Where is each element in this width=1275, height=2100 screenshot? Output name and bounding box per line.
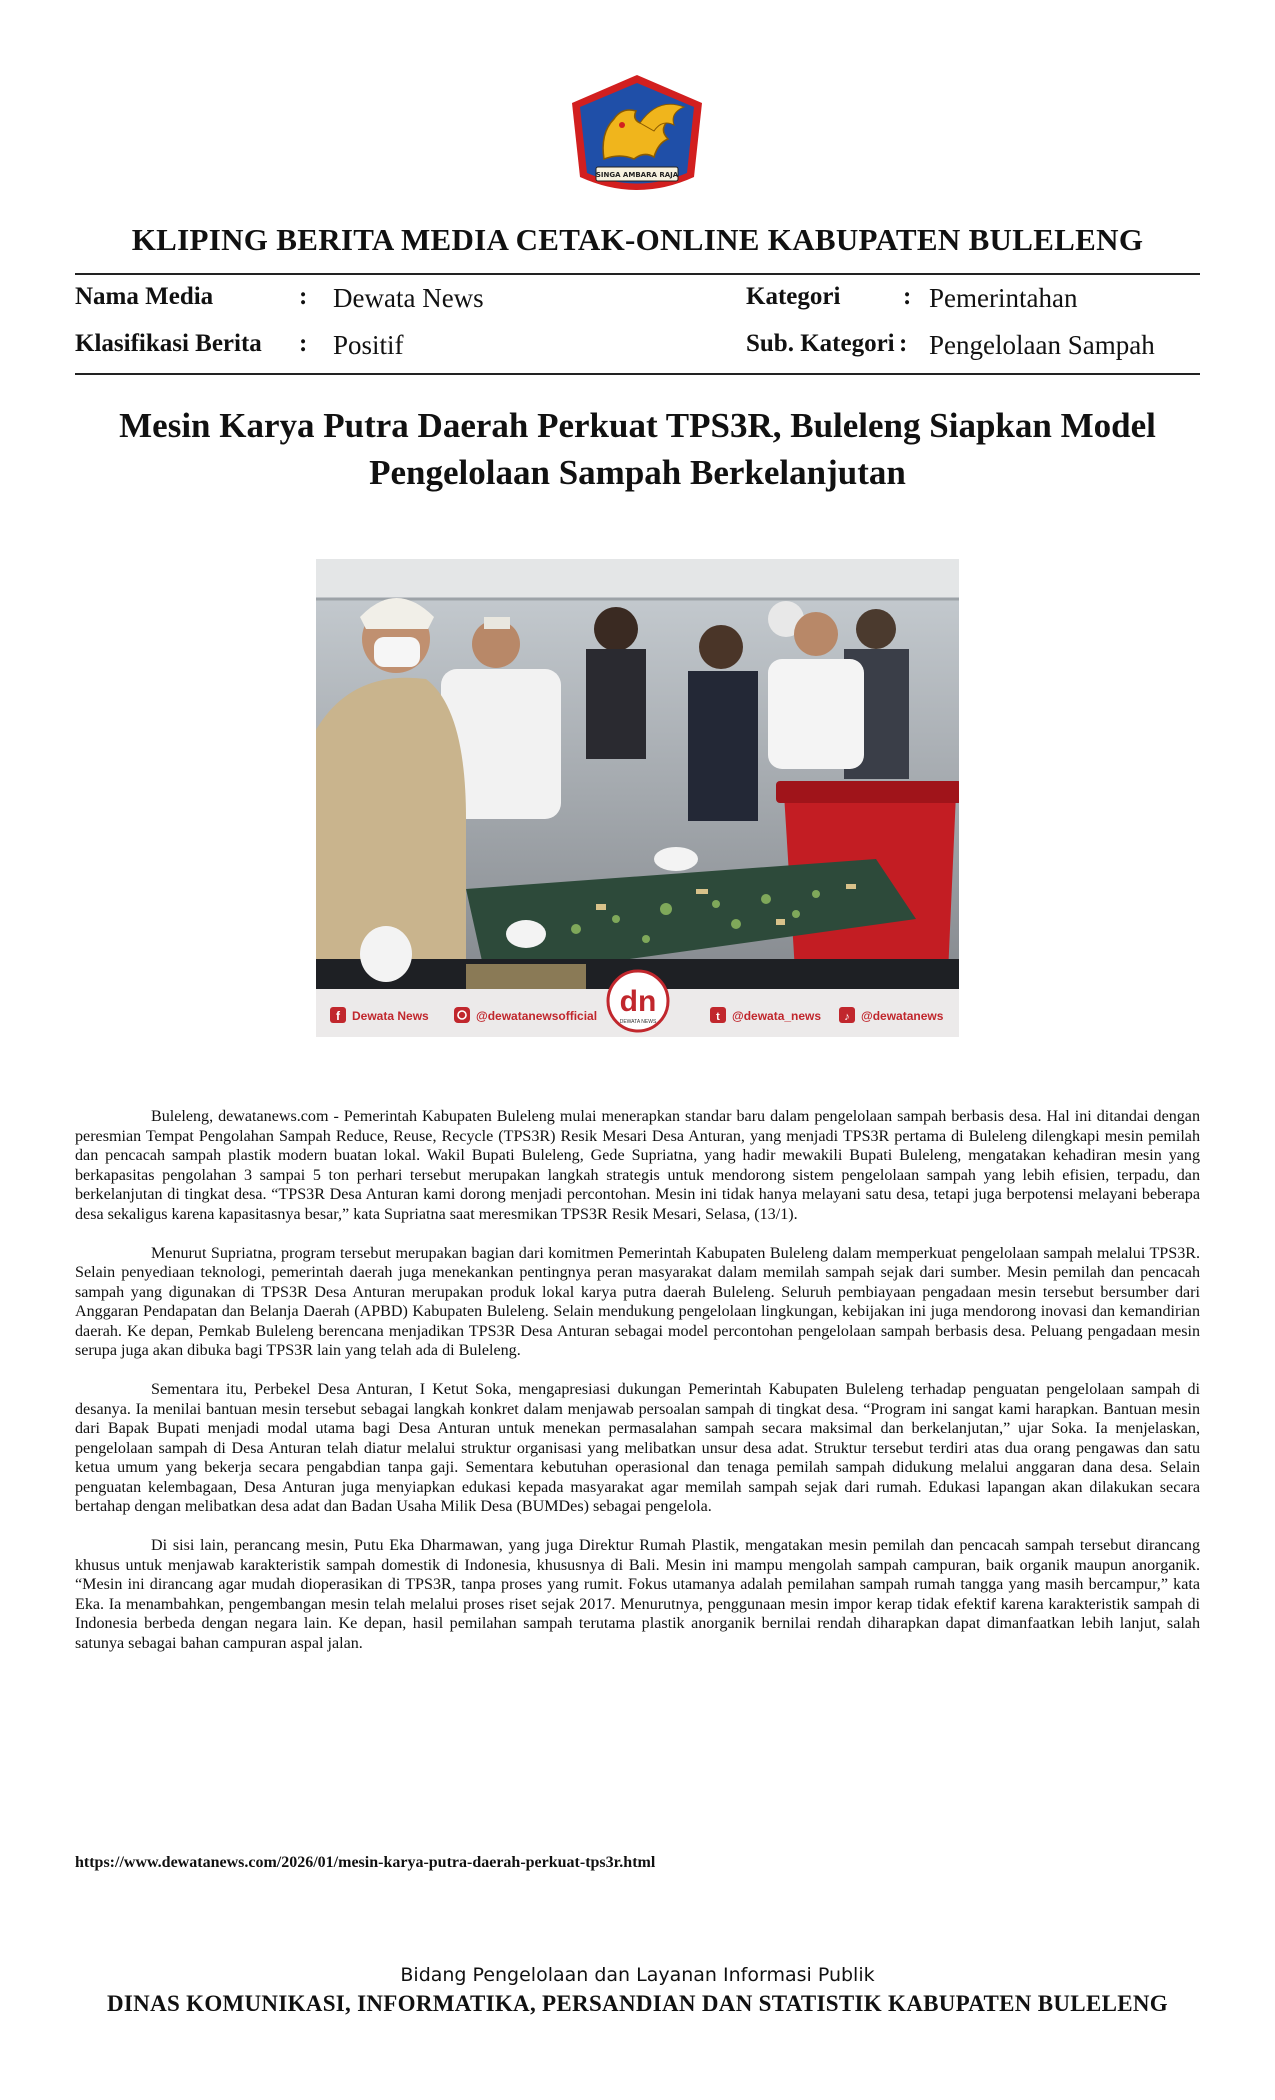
watermark-logo: dn [619, 985, 657, 1018]
footer-division: Bidang Pengelolaan dan Layanan Informasi Publik [400, 1964, 875, 1986]
subcategory-label: Sub. Kategori [746, 330, 895, 357]
media-separator: : [299, 283, 308, 310]
svg-text:♪: ♪ [844, 1011, 850, 1023]
instagram-icon [454, 1007, 470, 1023]
category-label: Kategori [746, 283, 841, 310]
footer-agency: DINAS KOMUNIKASI, INFORMATIKA, PERSANDIAN DAN STATISTIK KABUPATEN BULELENG [107, 1991, 1168, 2016]
headline-line-1: Mesin Karya Putra Daerah Perkuat TPS3R, Buleleng Siapkan Model [119, 406, 1156, 445]
article-photo [316, 559, 959, 1037]
tiktok-icon [839, 1007, 855, 1023]
singa-ambara-raja-emblem-icon [562, 73, 712, 201]
header-divider-top [75, 273, 1200, 275]
header-divider-bottom [75, 373, 1200, 375]
svg-text:f: f [336, 1009, 340, 1023]
watermark-subtext: DEWATA NEWS [619, 1019, 657, 1025]
category-value: Pemerintahan [929, 283, 1078, 313]
article-paragraph: Di sisi lain, perancang mesin, Putu Eka Dharmawan, yang juga Direktur Rumah Plastik, mengatakan mesin pemilah dan pencacah sampah tersebut dirancang khusus untuk menjawab karakteristik sampah domestik di Indonesia, khususnya di Bali. Mesin ini mampu mengolah sampah campuran, baik organik maupun anorganik. “Mesin ini dirancang agar mudah dioperasikan di TPS3R, tanpa proses yang rumit. Fokus utamanya adalah pemilahan sampah rumah tangga yang masih bercampur,” kata Eka. Ia menambahkan, pengembangan mesin telah melalui proses riset sejak 2017. Menurutnya, penggunaan mesin impor kerap tidak efektif karena karakteristik sampah di Indonesia berbeda dengan negara lain. Ke depan, hasil pemilahan sampah terutama plastik anorganik bernilai rendah diharapkan dapat dimanfaatkan lebih lanjut, salah satunya sebagai bahan campuran aspal jalan. [75, 1537, 1200, 1652]
subcategory-value: Pengelolaan Sampah [929, 330, 1155, 360]
social-handle-tiktok: @dewatanews [861, 1009, 944, 1023]
twitter-icon [710, 1007, 726, 1023]
social-handle-twitter: @dewata_news [732, 1009, 822, 1023]
social-handle-instagram: @dewatanewsofficial [476, 1009, 598, 1023]
classification-separator: : [299, 330, 308, 357]
article-headline [75, 402, 1200, 496]
media-label: Nama Media [75, 283, 214, 310]
logo-motto: SINGA AMBARA RAJA [595, 171, 679, 179]
classification-label: Klasifikasi Berita [75, 330, 262, 357]
source-url: https://www.dewatanews.com/2026/01/mesin-karya-putra-daerah-perkuat-tps3r.html [75, 1854, 656, 1871]
article-body [75, 1107, 1200, 1673]
subcategory-separator: : [899, 330, 908, 357]
headline-line-2: Pengelolaan Sampah Berkelanjutan [369, 453, 906, 492]
classification-value: Positif [333, 330, 404, 360]
category-separator: : [903, 283, 912, 310]
svg-text:t: t [716, 1011, 720, 1023]
social-handle-facebook: Dewata News [352, 1009, 429, 1023]
facebook-icon [330, 1007, 346, 1023]
clipping-header-title: KLIPING BERITA MEDIA CETAK-ONLINE KABUPATEN BULELENG [131, 222, 1144, 257]
regency-logo [562, 73, 712, 201]
media-value: Dewata News [333, 283, 484, 313]
article-paragraph: Menurut Supriatna, program tersebut merupakan bagian dari komitmen Pemerintah Kabupaten Buleleng dalam memperkuat pengelolaan sampah melalui TPS3R. Selain penyediaan teknologi, pemerintah daerah juga menekankan pentingnya peran masyarakat dalam memilah sampah sejak dari sumber. Mesin pemilah dan pencacah sampah yang digunakan di TPS3R Desa Anturan merupakan produk lokal karya putra daerah Buleleng. Seluruh pembiayaan pengadaan mesin tersebut bersumber dari Anggaran Pendapatan dan Belanja Daerah (APBD) Kabupaten Buleleng. Selain mendukung pengelolaan lingkungan, kebijakan ini juga mendorong inovasi dan kemandirian daerah. Ke depan, Pemkab Buleleng berencana menjadikan TPS3R Desa Anturan sebagai model percontohan pengelolaan sampah berbasis desa. Peluang pengadaan mesin serupa juga akan dibuka bagi TPS3R lain yang telah ada di Buleleng. [75, 1244, 1200, 1359]
article-paragraph: Buleleng, dewatanews.com - Pemerintah Kabupaten Buleleng mulai menerapkan standar baru dalam pengelolaan sampah berbasis desa. Hal ini ditandai dengan peresmian Tempat Pengolahan Sampah Reduce, Reuse, Recycle (TPS3R) Resik Mesari Desa Anturan, yang menjadi TPS3R pertama di Buleleng dilengkapi mesin pemilah dan pencacah sampah plastik modern buatan lokal. Wakil Bupati Buleleng, Gede Supriatna, yang hadir mewakili Bupati Buleleng, mengatakan kehadiran mesin yang berkapasitas pengolahan 3 sampai 5 ton perhari tersebut merupakan langkah strategis untuk mendorong sistem pengelolaan sampah yang lebih efisien, terpadu, dan berkelanjutan di tingkat desa. “TPS3R Desa Anturan kami dorong menjadi percontohan. Mesin ini tidak hanya melayani satu desa, tetapi juga berpotensi melayani beberapa desa sekaligus karena kapasitasnya besar,” kata Supriatna saat meresmikan TPS3R Resik Mesari, Selasa, (13/1). [75, 1108, 1200, 1223]
dewata-news-watermark [608, 971, 668, 1031]
article-paragraph: Sementara itu, Perbekel Desa Anturan, I Ketut Soka, mengapresiasi dukungan Pemerintah Kabupaten Buleleng terhadap penguatan pengelolaan sampah di desanya. Ia menilai bantuan mesin tersebut sebagai langkah konkret dalam menjawab persoalan sampah di tingkat desa. “Program ini sangat kami harapkan. Bantuan mesin dari Bapak Bupati menjadi modal utama bagi Desa Anturan untuk menekan permasalahan sampah secara maksimal dan berkelanjutan,” ujar Soka. Ia menjelaskan, pengelolaan sampah di Desa Anturan telah diatur melalui struktur organisasi yang melibatkan unsur desa adat. Struktur tersebut terdiri atas dua orang pengawas dan satu ketua umum yang bekerja secara pengabdian tanpa gaji. Sementara kebutuhan operasional dan tenaga pemilah sampah didukung melalui anggaran dana desa. Selain penguatan kelembagaan, Desa Anturan juga menyiapkan edukasi kepada masyarakat agar memilah sampah sejak dari rumah. Edukasi lapangan akan dilakukan secara bertahap dengan melibatkan desa adat dan Badan Usaha Milik Desa (BUMDes) sebagai pengelola. [75, 1381, 1200, 1515]
